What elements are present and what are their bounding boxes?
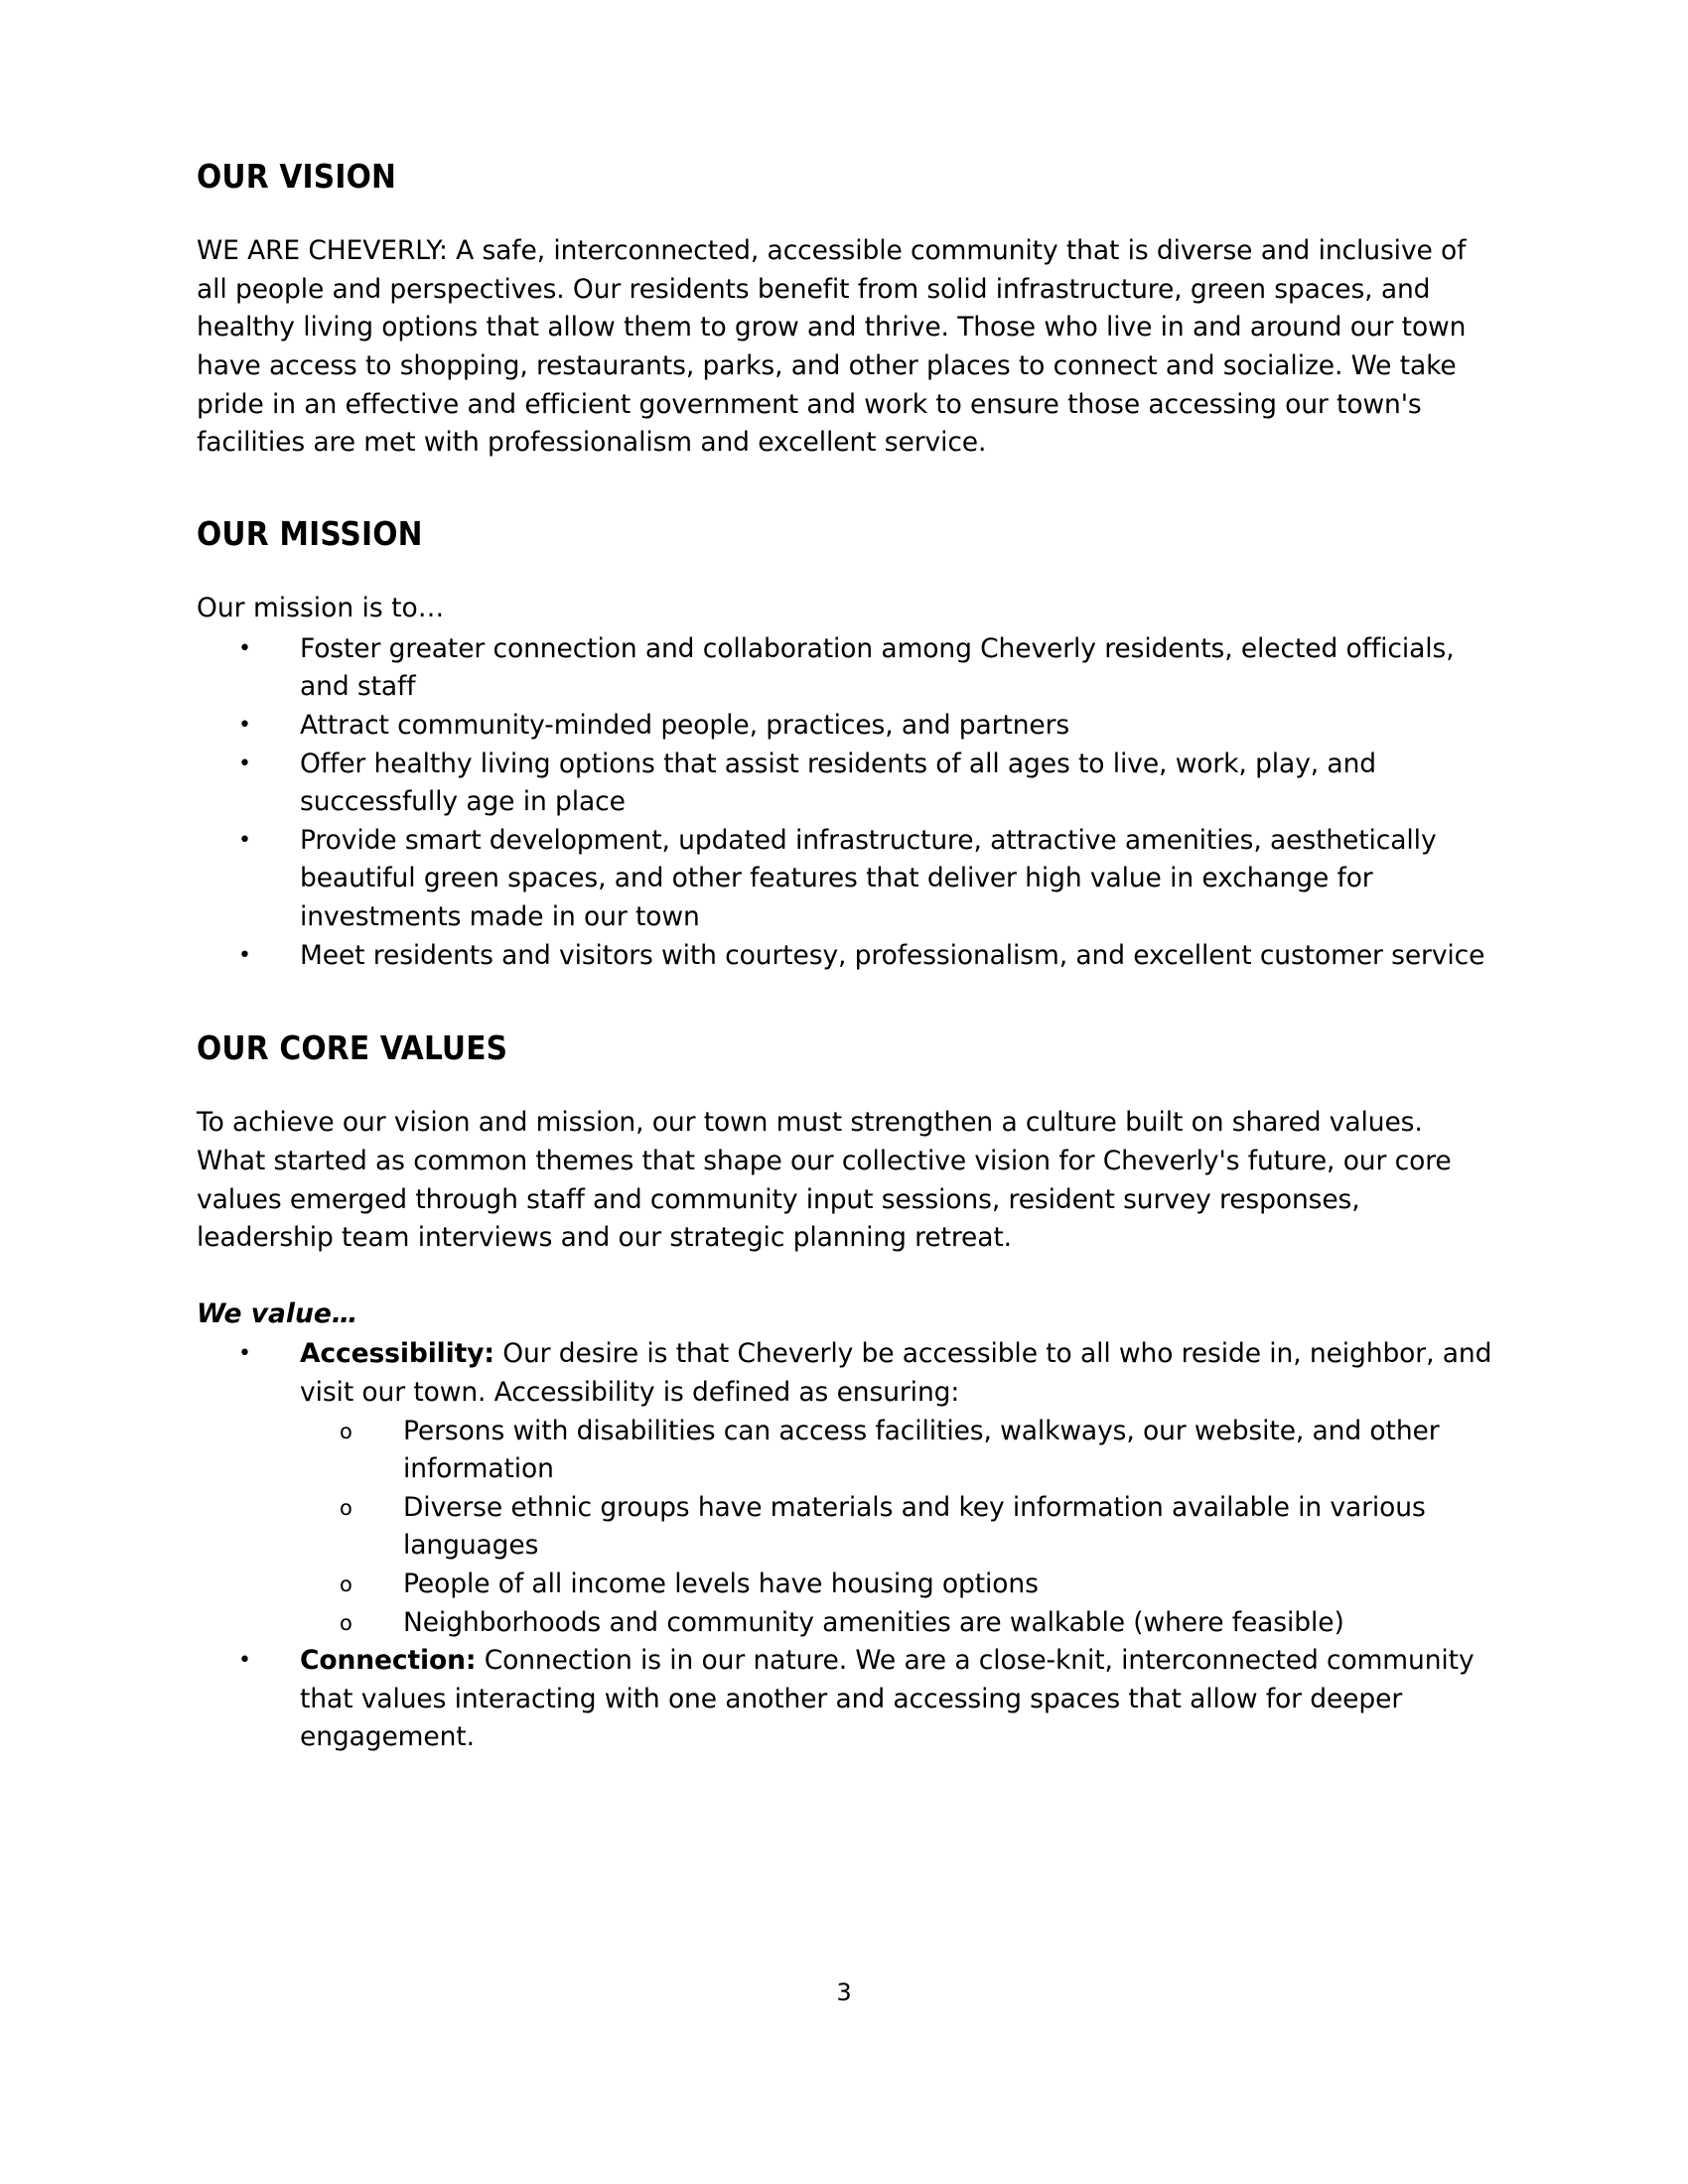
list-item [197,630,1492,707]
bullet-marker-icon: • [238,635,251,661]
core-values-section-header [197,1030,1492,1066]
list-item [197,707,1492,746]
list-item-text: Attract community-minded people, practices, and partners [300,709,1070,741]
mission-bullet-list [197,630,1492,975]
heading-our-vision: OUR VISION [197,157,397,196]
spacer [197,1258,1492,1296]
hollow-bullet-marker-icon: o [340,1571,352,1596]
list-item-text: Neighborhoods and community amenities are walkable (where feasible) [403,1606,1344,1638]
list-item-text: People of all income levels have housing options [403,1568,1039,1599]
hollow-bullet-marker-icon: o [340,1419,352,1443]
heading-our-mission: OUR MISSION [197,513,423,553]
hollow-bullet-marker-icon: o [340,1495,352,1520]
list-item-text: Persons with disabilities can access facilities, walkways, our website, and other information [403,1415,1440,1485]
vision-paragraph: WE ARE CHEVERLY: A safe, interconnected, accessible community that is diverse and inclusive of all people and perspectives. Our residents benefit from solid infrastructure, green spaces, and healthy living options that allow them to grow and thrive. Those who live in and around our town have access to shopping, restaurants, parks, and other places to connect and socialize. We take pride in an effective and efficient government and work to ensure those accessing our town's facilities are met with professionalism and excellent service. [197,235,1467,459]
bullet-marker-icon: • [238,712,251,738]
heading-our-core-values: OUR CORE VALUES [197,1028,508,1068]
list-item-text: Foster greater connection and collaboration among Cheverly residents, elected officials, and staff [300,632,1455,703]
list-item [197,1642,1492,1757]
value-description: Connection is in our nature. We are a close-knit, interconnected community that values interacting with one another and accessing spaces that allow for deeper engagement. [300,1645,1475,1753]
list-item [300,1604,1492,1643]
we-value-label: We value… [197,1297,358,1329]
list-item [197,1335,1492,1642]
accessibility-subpoint-list [300,1413,1492,1643]
list-item-text: Meet residents and visitors with courtesy, professionalism, and excellent customer service [300,939,1485,971]
hollow-bullet-marker-icon: o [340,1610,352,1635]
bullet-marker-icon: • [238,751,251,776]
list-item-text: Diverse ethnic groups have materials and key information available in various languages [403,1491,1426,1562]
list-item [197,937,1492,976]
vision-section-header [197,159,1492,195]
list-item [197,746,1492,822]
value-term: Connection: [300,1645,477,1677]
list-item [300,1489,1492,1566]
page-number: 3 [836,1979,852,2006]
value-description: Our desire is that Cheverly be accessible to all who reside in, neighbor, and visit our town. Accessibility is defined as ensuring: [300,1338,1492,1408]
core-values-paragraph: To achieve our vision and mission, our town must strengthen a culture built on shared values. What started as common themes that shape our collective vision for Cheverly's future, our core values emerged through staff and community input sessions, resident survey responses, leadership team interviews and our strategic planning retreat. [197,1107,1452,1254]
bullet-marker-icon: • [238,942,251,968]
core-values-list [197,1335,1492,1757]
list-item [197,822,1492,937]
list-item [300,1413,1492,1489]
list-item [300,1566,1492,1604]
page-content [197,159,1492,1757]
list-item-text: Offer healthy living options that assist residents of all ages to live, work, play, and successfully age in place [300,748,1376,818]
value-term: Accessibility: [300,1338,494,1370]
list-item-text: Provide smart development, updated infrastructure, attractive amenities, aesthetically beautiful green spaces, and other features that deliver high value in exchange for investments made in our town [300,824,1437,932]
bullet-marker-icon: • [238,1648,251,1674]
bullet-marker-icon: • [238,827,251,853]
bullet-marker-icon: • [238,1341,251,1367]
mission-section-header [197,513,1492,553]
mission-lead-in: Our mission is to… [197,593,445,624]
